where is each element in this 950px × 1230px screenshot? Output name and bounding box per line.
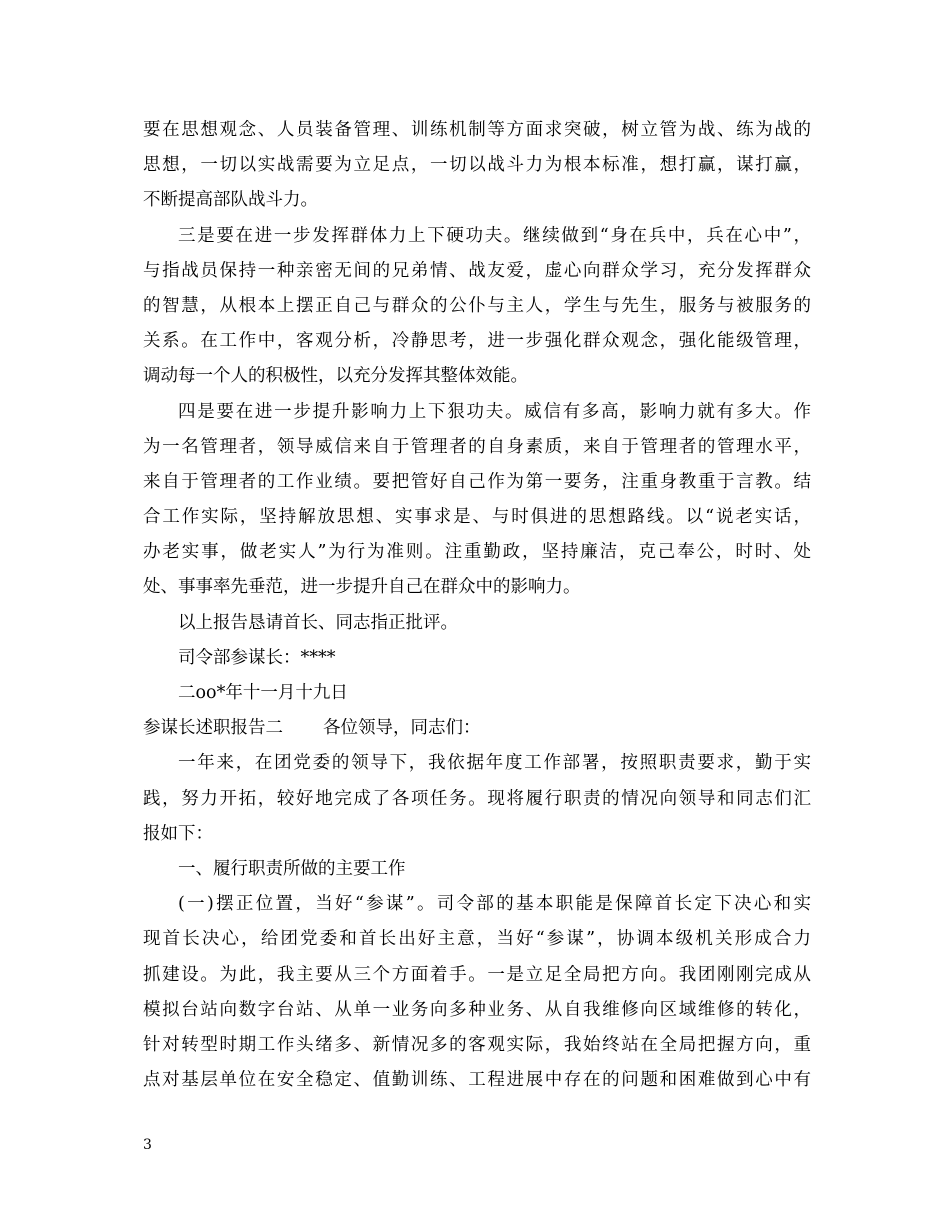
text-line: 思想，一切以实战需要为立足点，一切以战斗力为根本标准，想打赢，谋打赢，: [143, 155, 811, 176]
text-line: 模拟台站向数字台站、从单一业务向多种业务、从自我维修向区域维修的转化，: [143, 999, 811, 1020]
report-heading: 参谋长述职报告二: [143, 718, 283, 739]
text-line: 为一名管理者，领导威信来自于管理者的自身素质，来自于管理者的管理水平，: [143, 436, 811, 457]
section-heading: 一、履行职责所做的主要工作: [178, 858, 406, 879]
text-line: 针对转型时期工作头绪多、新情况多的客观实际，我始终站在全局把握方向，重: [143, 1034, 811, 1055]
date-line: 二oo*年十一月十九日: [178, 683, 348, 703]
report-heading-line: [143, 711, 811, 746]
text-line: 合工作实际，坚持解放思想、实事求是、与时俱进的思想路线。以“说老实话，: [143, 507, 811, 528]
text-line: 关系。在工作中，客观分析，冷静思考，进一步强化群众观念，强化能级管理，: [143, 331, 811, 352]
text-line: 点对基层单位在安全稳定、值勤训练、工程进展中存在的问题和困难做到心中有: [143, 1070, 811, 1091]
text-line: 现首长决心，给团党委和首长出好主意，当好“参谋”，协调本级机关形成合力: [143, 929, 811, 950]
text-line: 要在思想观念、人员装备管理、训练机制等方面求突破，树立管为战、练为战的: [143, 120, 811, 140]
text-line: 调动每一个人的积极性，以充分发挥其整体效能。: [143, 366, 528, 387]
closing-request: 以上报告恳请首长、同志指正批评。: [178, 612, 458, 633]
salutation: 各位领导，同志们：: [323, 718, 481, 739]
signature-line: 司令部参谋长：****: [178, 647, 336, 668]
text-line: 的智慧，从根本上摆正自己与群众的公仆与主人，学生与先生，服务与被服务的: [143, 295, 811, 316]
page-number: 3: [143, 1137, 152, 1153]
text-line: 办老实事，做老实人”为行为准则。注重勤政，坚持廉洁，克己奉公，时时、处: [143, 542, 811, 563]
paragraph-start-line: 一年来，在团党委的领导下，我依据年度工作部署，按照职责要求，勤于实: [178, 753, 811, 774]
paragraph-start-line: 三是要在进一步发挥群体力上下硬功夫。继续做到“身在兵中，兵在心中”，: [178, 225, 811, 246]
text-line: 报如下：: [143, 823, 213, 844]
paragraph-start-line: (一)摆正位置，当好“参谋”。司令部的基本职能是保障首长定下决心和实: [178, 894, 811, 915]
paragraph-start-line: 四是要在进一步提升影响力上下狠功夫。威信有多高，影响力就有多大。作: [178, 401, 811, 422]
text-line: 与指战员保持一种亲密无间的兄弟情、战友爱，虚心向群众学习，充分发挥群众: [143, 260, 811, 281]
text-line: 处、事事率先垂范，进一步提升自己在群众中的影响力。: [143, 577, 581, 598]
text-line: 抓建设。为此，我主要从三个方面着手。一是立足全局把方向。我团刚刚完成从: [143, 964, 811, 985]
text-line: 践，努力开拓，较好地完成了各项任务。现将履行职责的情况向领导和同志们汇: [143, 788, 811, 809]
body-text: [143, 113, 811, 1098]
text-line: 来自于管理者的工作业绩。要把管好自己作为第一要务，注重身教重于言教。结: [143, 471, 811, 492]
text-line: 不断提高部队战斗力。: [143, 190, 318, 211]
